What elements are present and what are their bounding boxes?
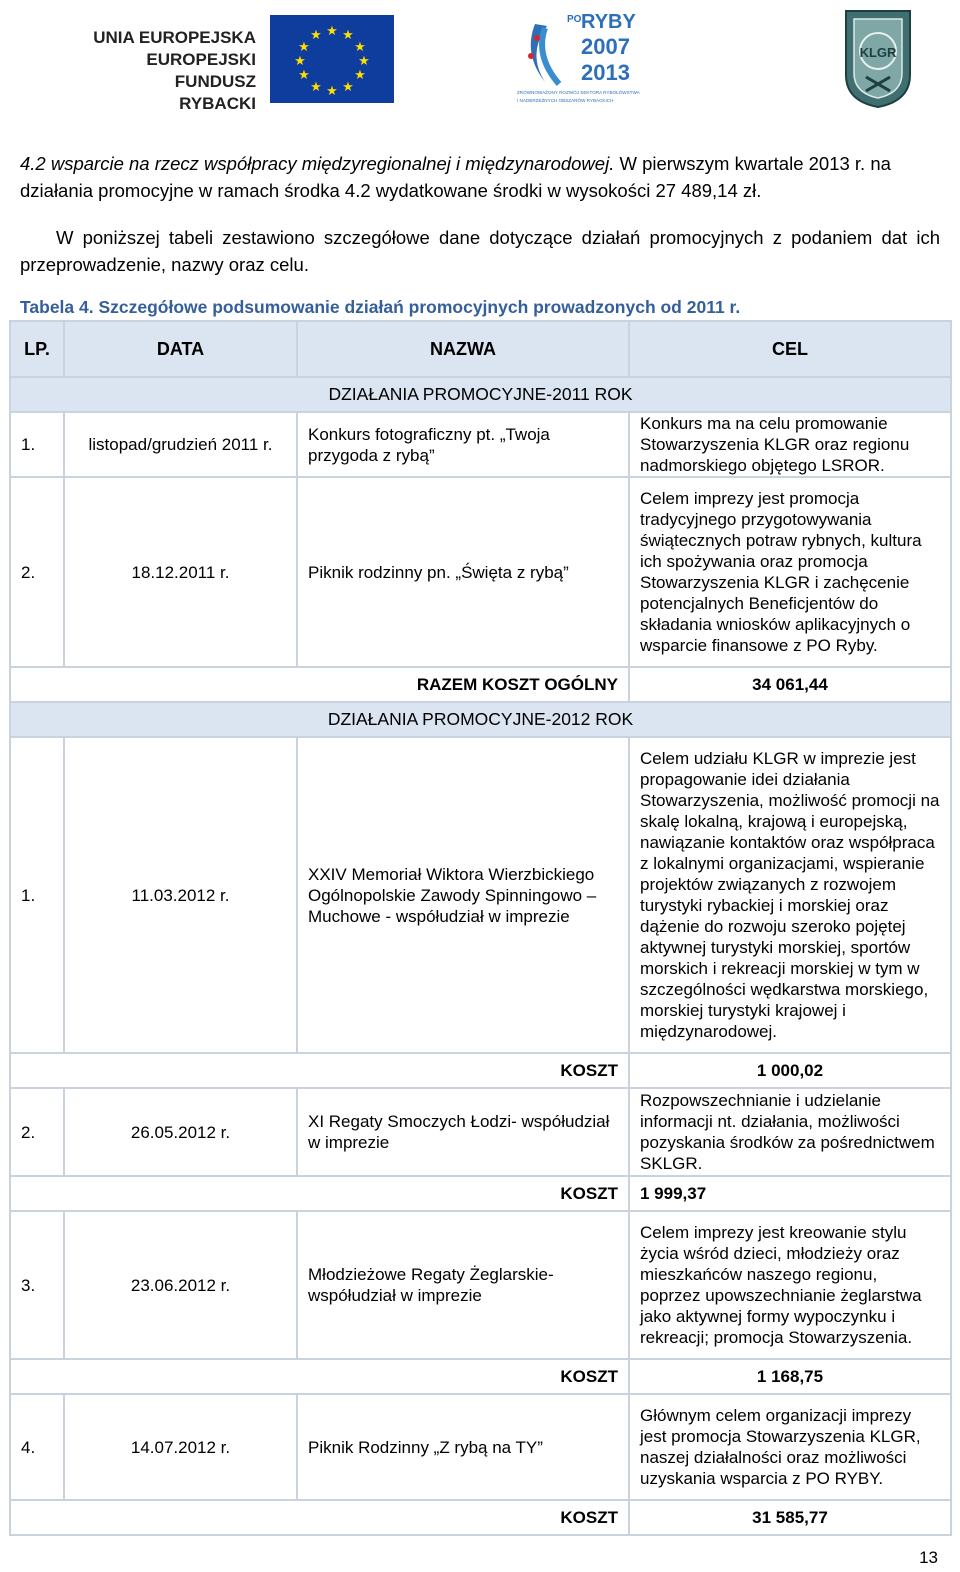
po-ryby-logo	[515, 4, 645, 108]
row-goal: Celem imprezy jest kreowanie stylu życia wśród dzieci, młodzieży oraz mieszkańców naszego regionu, poprzez upowszechnianie żeglarstwa jako aktywnej formy wypoczynku i rekreacji; promocja Stowarzyszenia.	[629, 1211, 951, 1359]
total-row-2011	[10, 667, 951, 702]
intro-italic-lead: 4.2 wsparcie na rzecz współpracy międzyregionalnej i międzynarodowej.	[20, 153, 615, 174]
section-row-2011	[10, 377, 951, 412]
eu-flag-logo	[270, 15, 394, 103]
row-name: Konkurs fotograficzny pt. „Twoja przygoda z rybą”	[297, 412, 629, 477]
row-lp: 1.	[10, 412, 64, 477]
promo-activities-table	[9, 320, 952, 1536]
cost-value: 1 168,75	[629, 1359, 951, 1394]
total-value-2011: 34 061,44	[629, 667, 951, 702]
svg-text:★: ★	[358, 53, 370, 68]
cost-row	[10, 1500, 951, 1535]
row-date: 26.05.2012 r.	[64, 1088, 297, 1176]
col-header-cel: CEL	[629, 321, 951, 377]
eu-fund-line-2: EUROPEJSKI FUNDUSZ	[146, 50, 256, 91]
col-header-data: DATA	[64, 321, 297, 377]
row-lp: 2.	[10, 477, 64, 667]
table-row	[10, 1088, 951, 1176]
row-lp: 1.	[10, 737, 64, 1053]
svg-text:★: ★	[326, 23, 338, 38]
row-name: Piknik rodzinny pn. „Święta z rybą”	[297, 477, 629, 667]
table-row	[10, 477, 951, 667]
table-row	[10, 737, 951, 1053]
logo-bar	[0, 0, 960, 120]
row-goal: Głównym celem organizacji imprezy jest promocja Stowarzyszenia KLGR, naszej działalności oraz możliwości uzyskania wsparcia z PO RYBY.	[629, 1394, 951, 1500]
po-ryby-year-start: 2007	[581, 34, 630, 59]
svg-text:★: ★	[354, 67, 366, 82]
cost-row	[10, 1176, 951, 1211]
row-goal: Rozpowszechnianie i udzielanie informacji nt. działania, możliwości pozyskania środków za pośrednictwem SKLGR.	[629, 1088, 951, 1176]
svg-text:★: ★	[298, 67, 310, 82]
row-name: XI Regaty Smoczych Łodzi- współudział w imprezie	[297, 1088, 629, 1176]
table-intro-paragraph: W poniższej tabeli zestawiono szczegółowe dane dotyczące działań promocyjnych z podaniem dat ich przeprowadzenie, nazwy oraz celu.	[20, 227, 940, 275]
po-ryby-po: PO	[567, 14, 582, 25]
po-ryby-name: RYBY	[581, 11, 636, 33]
po-ryby-tagline-1: ZRÓWNOWAŻONY ROZWÓJ SEKTORA RYBOŁÓWSTWA	[517, 90, 640, 95]
row-date: 18.12.2011 r.	[64, 477, 297, 667]
po-ryby-tagline-2: I NADBRZEŻNYCH OBSZARÓW RYBACKICH	[517, 98, 614, 103]
row-goal: Celem imprezy jest promocja tradycyjnego przygotowywania świątecznych potraw rybnych, kultura ich spożywania oraz promocja Stowarzyszenia KLGR i zachęcenie potencjalnych Beneficjentów do składania wniosków aplikacyjnych o wsparcie finansowe z PO Ryby.	[629, 477, 951, 667]
cost-label: KOSZT	[10, 1500, 629, 1535]
table-header-row	[10, 321, 951, 377]
row-name: XXIV Memoriał Wiktora Wierzbickiego Ogólnopolskie Zawody Spinningowo –Muchowe - współudział w imprezie	[297, 737, 629, 1053]
col-header-nazwa: NAZWA	[297, 321, 629, 377]
row-name: Młodzieżowe Regaty Żeglarskie- współudział w imprezie	[297, 1211, 629, 1359]
eu-fund-logo-text	[66, 27, 256, 115]
svg-text:★: ★	[326, 83, 338, 98]
cost-row	[10, 1359, 951, 1394]
cost-value: 1 000,02	[629, 1053, 951, 1088]
section-title-2012: DZIAŁANIA PROMOCYJNE-2012 ROK	[10, 702, 951, 737]
cost-label: KOSZT	[10, 1053, 629, 1088]
section-row-2012	[10, 702, 951, 737]
table-row	[10, 1211, 951, 1359]
cost-value: 1 999,37	[629, 1176, 951, 1211]
table-caption: Tabela 4. Szczegółowe podsumowanie działań promocyjnych prowadzonych od 2011 r.	[20, 297, 741, 317]
table-row	[10, 1394, 951, 1500]
row-goal: Konkurs ma na celu promowanie Stowarzyszenia KLGR oraz regionu nadmorskiego objętego LSROR.	[629, 412, 951, 477]
page-number: 13	[919, 1548, 938, 1567]
intro-rest: W pierwszym kwartale 2013 r. na działania promocyjne w ramach środka 4.2 wydatkowane środki w wysokości 27 489,14 zł.	[20, 153, 891, 201]
cost-label: KOSZT	[10, 1176, 629, 1211]
section-title-2011: DZIAŁANIA PROMOCYJNE-2011 ROK	[10, 377, 951, 412]
row-date: listopad/grudzień 2011 r.	[64, 412, 297, 477]
cost-row	[10, 1053, 951, 1088]
cost-value: 31 585,77	[629, 1500, 951, 1535]
row-lp: 4.	[10, 1394, 64, 1500]
row-name: Piknik Rodzinny „Z rybą na TY”	[297, 1394, 629, 1500]
eu-fund-line-1: UNIA EUROPEJSKA	[93, 28, 256, 47]
klgr-emblem-logo	[842, 5, 914, 109]
row-goal: Celem udziału KLGR w imprezie jest propagowanie idei działania Stowarzyszenia, możliwość promocji na skalę lokalną, krajową i europejską, nawiązanie kontaktów oraz współpraca z lokalnymi organizacjami, wspieranie projektów związanych z rozwojem turystyki rybackiej i morskiej oraz dążenie do rozwoju szeroko pojętej aktywnej turystyki morskiej, sportów morskich i rekreacji morskiej w tym w szczególności wędkarstwa morskiego, morskiej turystyki krajowej i międzynarodowej.	[629, 737, 951, 1053]
po-ryby-year-end: 2013	[581, 60, 630, 85]
intro-paragraph	[20, 150, 940, 204]
eu-fund-line-3: RYBACKI	[179, 94, 256, 113]
svg-text:★: ★	[354, 39, 366, 54]
svg-text:★: ★	[342, 79, 354, 94]
svg-text:★: ★	[298, 39, 310, 54]
col-header-lp: LP.	[10, 321, 64, 377]
cost-label: KOSZT	[10, 1359, 629, 1394]
svg-text:★: ★	[294, 53, 306, 68]
row-lp: 3.	[10, 1211, 64, 1359]
row-date: 14.07.2012 r.	[64, 1394, 297, 1500]
svg-text:★: ★	[310, 79, 322, 94]
total-label-2011: RAZEM KOSZT OGÓLNY	[10, 667, 629, 702]
klgr-emblem-text: KLGR	[859, 45, 897, 60]
table-row	[10, 412, 951, 477]
row-date: 23.06.2012 r.	[64, 1211, 297, 1359]
row-date: 11.03.2012 r.	[64, 737, 297, 1053]
svg-text:★: ★	[342, 27, 354, 42]
svg-text:★: ★	[310, 27, 322, 42]
row-lp: 2.	[10, 1088, 64, 1176]
